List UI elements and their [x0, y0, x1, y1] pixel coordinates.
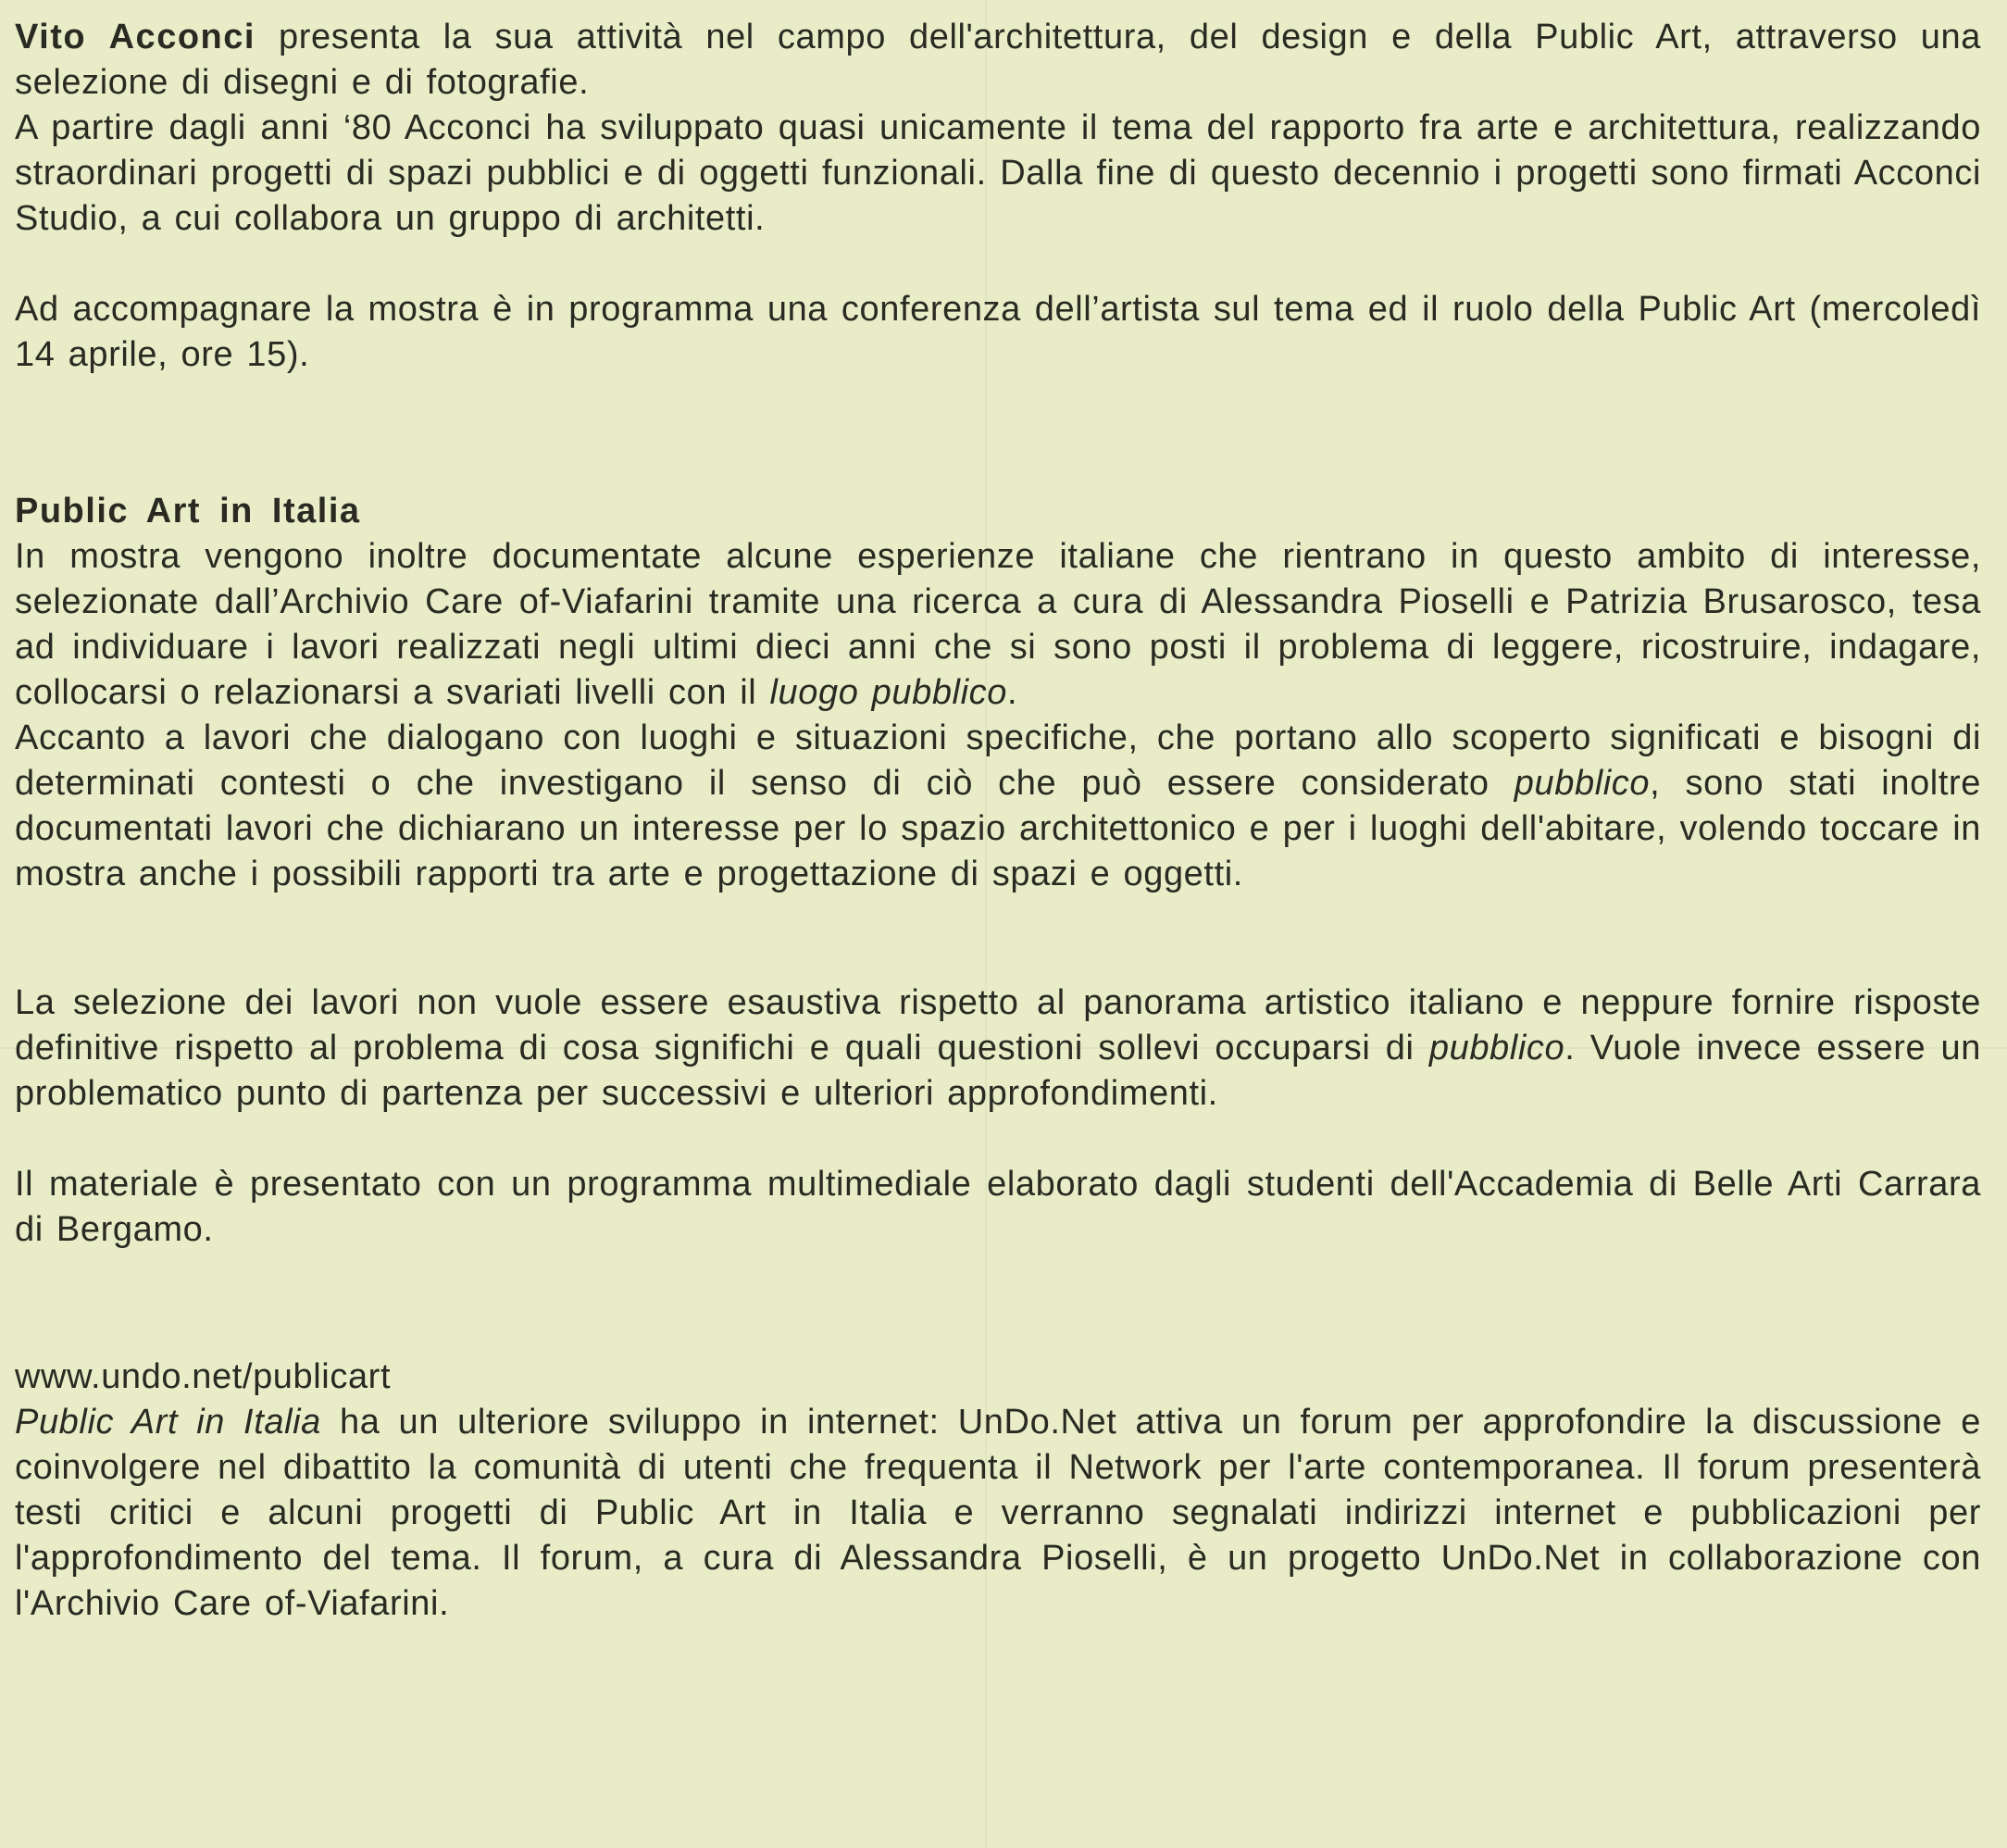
spacer — [15, 242, 1981, 287]
web-text: ha un ulteriore sviluppo in internet: UnDo.Net attiva un forum per approfondire la discussione e coinvolgere nel dibattito la comunità di utenti che frequenta il Network per l'arte contemporanea. Il forum presenterà testi critici e alcuni progetti di Public Art in Italia e verranno segnalati indirizzi internet e pubblicazioni per l'approfondimento del tema. Il forum, a cura di Alessandra Pioselli, è un progetto UnDo.Net in collaborazione con l'Archivio Care of-Viafarini. — [15, 1403, 1981, 1623]
selection-paragraph — [15, 980, 1981, 1117]
spacer — [15, 1253, 1981, 1355]
acconci-paragraph: A partire dagli anni ‘80 Acconci ha sviluppato quasi unicamente il tema del rapporto fra arte e architettura, realizzando straordinari progetti di spazi pubblici e di oggetti funzionali. Dalla fine di questo decennio i progetti sono firmati Acconci Studio, a cui collabora un gruppo di architetti. — [15, 108, 1981, 238]
spacer — [15, 897, 1981, 980]
section-p1-emphasis: luogo pubblico — [769, 673, 1007, 712]
selection-text: La selezione dei lavori non vuole essere esaustiva rispetto al panorama artistico italiano e neppure fornire risposte definitive rispetto al problema di cosa significhi e quali questioni sollevi occuparsi di — [15, 983, 1981, 1068]
section-p2-emphasis: pubblico — [1514, 764, 1651, 803]
web-url: www.undo.net/publicart — [15, 1357, 392, 1396]
selection-emphasis: pubblico — [1428, 1029, 1565, 1068]
artist-name: Vito Acconci — [15, 18, 256, 56]
selection-end: . Vuole invece essere un problematico punto di partenza per successivi e ulteriori approfondimenti. — [15, 1029, 1982, 1113]
spacer — [15, 378, 1981, 489]
section-paragraph-2 — [15, 716, 1981, 897]
section-paragraph-1 — [15, 534, 1981, 716]
section-p2-end: , sono stati inoltre documentati lavori che dichiarano un interesse per lo spazio architettonico e per i luoghi dell'abitare, volendo toccare in mostra anche i possibili rapporti tra arte e progettazione di spazi e oggetti. — [15, 764, 1981, 893]
web-paragraph — [15, 1400, 1981, 1627]
conference-paragraph: Ad accompagnare la mostra è in programma una conferenza dell’artista sul tema ed il ruolo della Public Art (mercoledì 14 aprile, ore 15). — [15, 290, 1981, 374]
section-heading: Public Art in Italia — [15, 492, 361, 531]
section-p2-text: Accanto a lavori che dialogano con luoghi e situazioni specifiche, che portano allo scoperto significati e bisogni di determinati contesti o che investigano il senso di ciò che può essere considerato — [15, 718, 1981, 803]
document-body — [15, 15, 1981, 1627]
section-p1-end: . — [1006, 673, 1018, 712]
intro-text: presenta la sua attività nel campo dell'architettura, del design e della Public Art, attraverso una selezione di disegni e di fotografie. — [15, 18, 1981, 102]
web-emphasis: Public Art in Italia — [15, 1403, 321, 1442]
spacer — [15, 1117, 1981, 1162]
material-paragraph: Il materiale è presentato con un programma multimediale elaborato dagli studenti dell'Accademia di Belle Arti Carrara di Bergamo. — [15, 1165, 1981, 1249]
section-p1-text: In mostra vengono inoltre documentate alcune esperienze italiane che rientrano in questo ambito di interesse, selezionate dall’Archivio Care of-Viafarini tramite una ricerca a cura di Alessandra Pioselli e Patrizia Brusarosco, tesa ad individuare i lavori realizzati negli ultimi dieci anni che si sono posti il problema di leggere, ricostruire, indagare, collocarsi o relazionarsi a svariati livelli con il — [15, 537, 1981, 712]
intro-paragraph — [15, 15, 1981, 106]
